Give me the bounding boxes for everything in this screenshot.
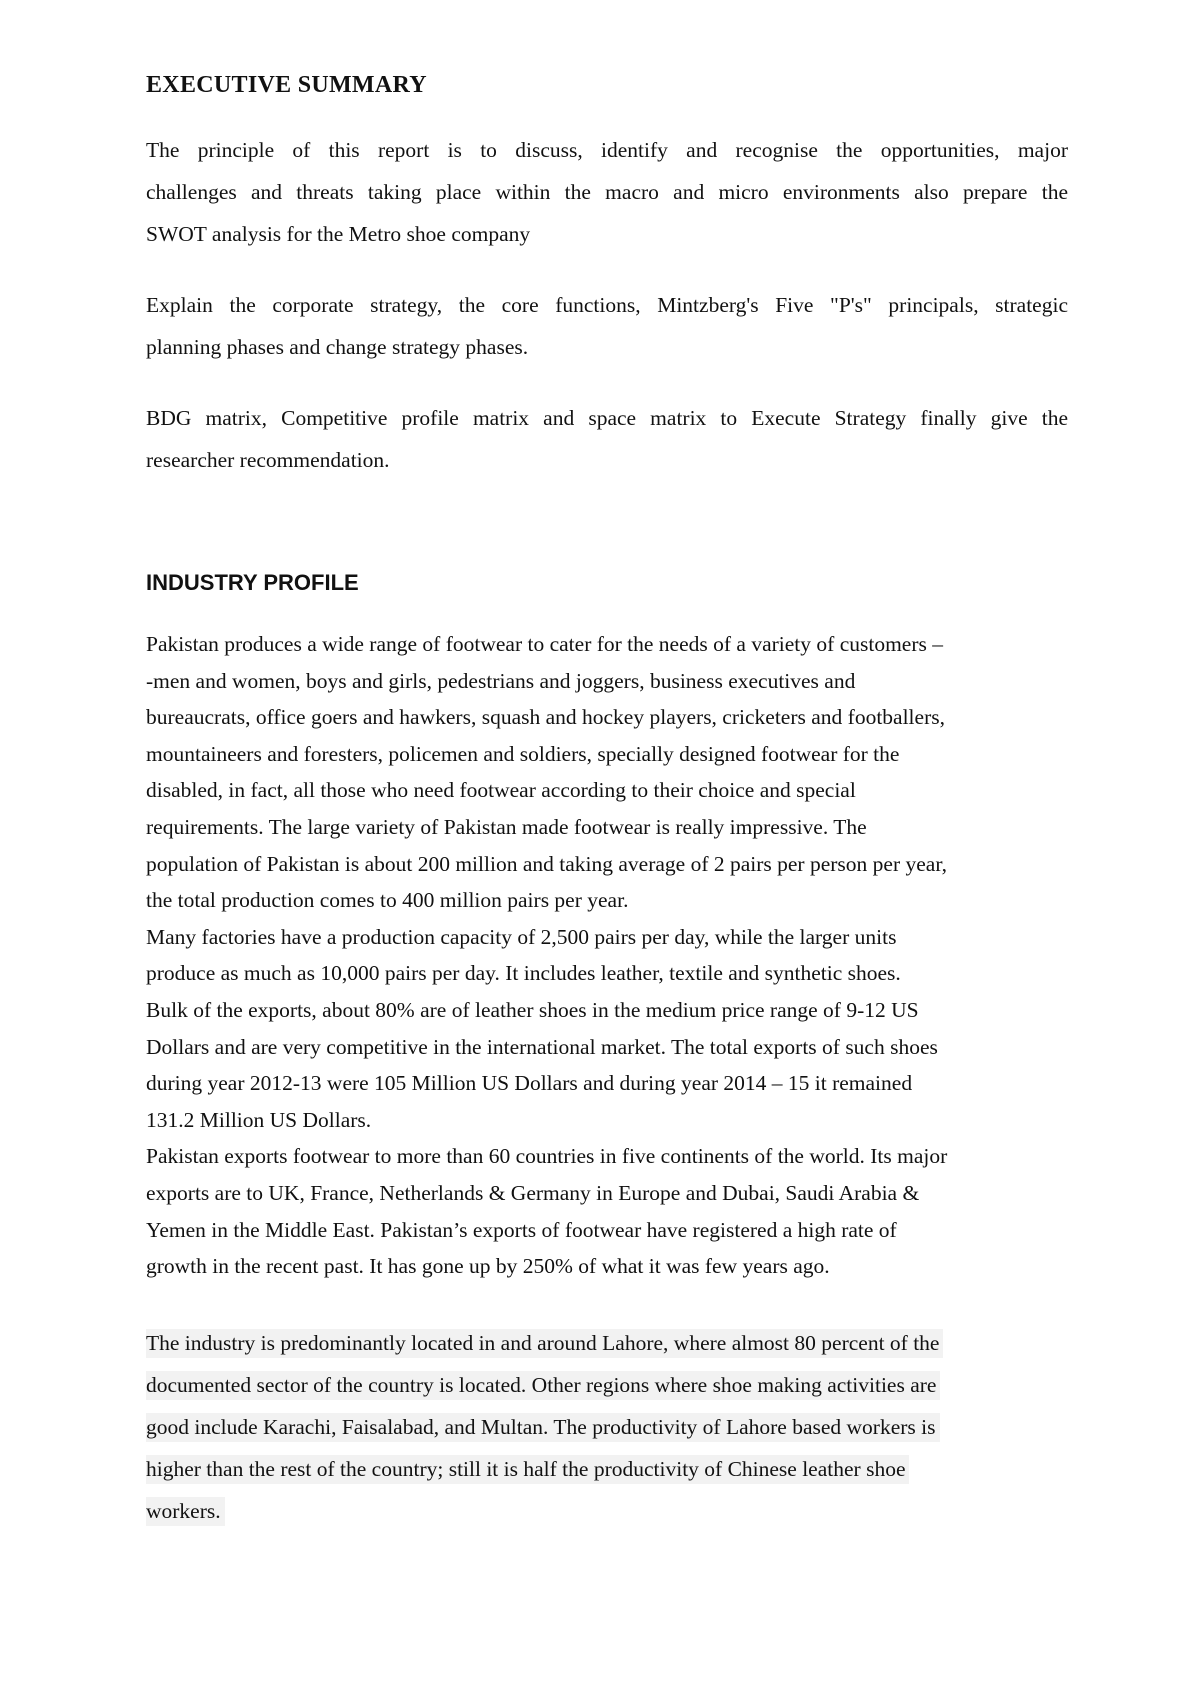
highlighted-text-line — [146, 1322, 1068, 1364]
text-line: Explain the corporate strategy, the core functions, Mintzberg's Five "P's" principals, strategic — [146, 293, 1068, 317]
executive-summary-paragraph-3 — [146, 397, 1068, 481]
highlighted-text: workers. — [146, 1497, 225, 1526]
text-line: mountaineers and foresters, policemen and soldiers, specially designed footwear for the — [146, 741, 900, 766]
text-line: SWOT analysis for the Metro shoe company — [146, 222, 531, 246]
industry-profile-body — [146, 626, 1068, 1285]
text-line: The principle of this report is to discuss, identify and recognise the opportunities, major — [146, 138, 1068, 162]
highlighted-text: higher than the rest of the country; still it is half the productivity of Chinese leather shoe — [146, 1455, 909, 1484]
text-line: exports are to UK, France, Netherlands & Germany in Europe and Dubai, Saudi Arabia & — [146, 1180, 920, 1205]
text-line: bureaucrats, office goers and hawkers, squash and hockey players, cricketers and footballers, — [146, 705, 945, 730]
highlighted-text: documented sector of the country is located. Other regions where shoe making activities are — [146, 1371, 940, 1400]
highlighted-text-line — [146, 1406, 1068, 1448]
text-line: planning phases and change strategy phases. — [146, 335, 529, 359]
highlighted-text-line — [146, 1448, 1068, 1490]
highlighted-text: The industry is predominantly located in and around Lahore, where almost 80 percent of the — [146, 1329, 943, 1358]
text-line: during year 2012-13 were 105 Million US Dollars and during year 2014 – 15 it remained — [146, 1071, 913, 1096]
text-line: population of Pakistan is about 200 million and taking average of 2 pairs per person per year, — [146, 851, 948, 876]
text-line: Many factories have a production capacity of 2,500 pairs per day, while the larger units — [146, 924, 897, 949]
text-line: the total production comes to 400 million pairs per year. — [146, 888, 629, 913]
executive-summary-heading: EXECUTIVE SUMMARY — [146, 72, 427, 98]
highlighted-text-line — [146, 1364, 1068, 1406]
text-line: growth in the recent past. It has gone up by 250% of what it was few years ago. — [146, 1254, 830, 1279]
text-line: 131.2 Million US Dollars. — [146, 1107, 372, 1132]
highlighted-text-line — [146, 1490, 1068, 1532]
text-line: produce as much as 10,000 pairs per day. It includes leather, textile and synthetic shoes. — [146, 961, 901, 986]
text-line: requirements. The large variety of Pakistan made footwear is really impressive. The — [146, 814, 867, 839]
text-line: challenges and threats taking place within the macro and micro environments also prepare the — [146, 180, 1068, 204]
text-line: Yemen in the Middle East. Pakistan’s exports of footwear have registered a high rate of — [146, 1217, 897, 1242]
highlighted-text: good include Karachi, Faisalabad, and Multan. The productivity of Lahore based workers is — [146, 1413, 940, 1442]
text-line: BDG matrix, Competitive profile matrix and space matrix to Execute Strategy finally give the — [146, 406, 1068, 430]
text-line: -men and women, boys and girls, pedestrians and joggers, business executives and — [146, 668, 856, 693]
industry-profile-heading: INDUSTRY PROFILE — [146, 570, 359, 595]
executive-summary-paragraph-2 — [146, 284, 1068, 368]
text-line: Pakistan exports footwear to more than 60 countries in five continents of the world. Its major — [146, 1144, 948, 1169]
text-line: Dollars and are very competitive in the international market. The total exports of such shoes — [146, 1034, 938, 1059]
text-line: Bulk of the exports, about 80% are of leather shoes in the medium price range of 9-12 US — [146, 997, 919, 1022]
industry-location-paragraph — [146, 1322, 1068, 1532]
executive-summary-paragraph-1 — [146, 129, 1068, 255]
text-line: disabled, in fact, all those who need footwear according to their choice and special — [146, 778, 856, 803]
text-line: researcher recommendation. — [146, 448, 390, 472]
text-line: Pakistan produces a wide range of footwear to cater for the needs of a variety of customers – — [146, 632, 943, 656]
